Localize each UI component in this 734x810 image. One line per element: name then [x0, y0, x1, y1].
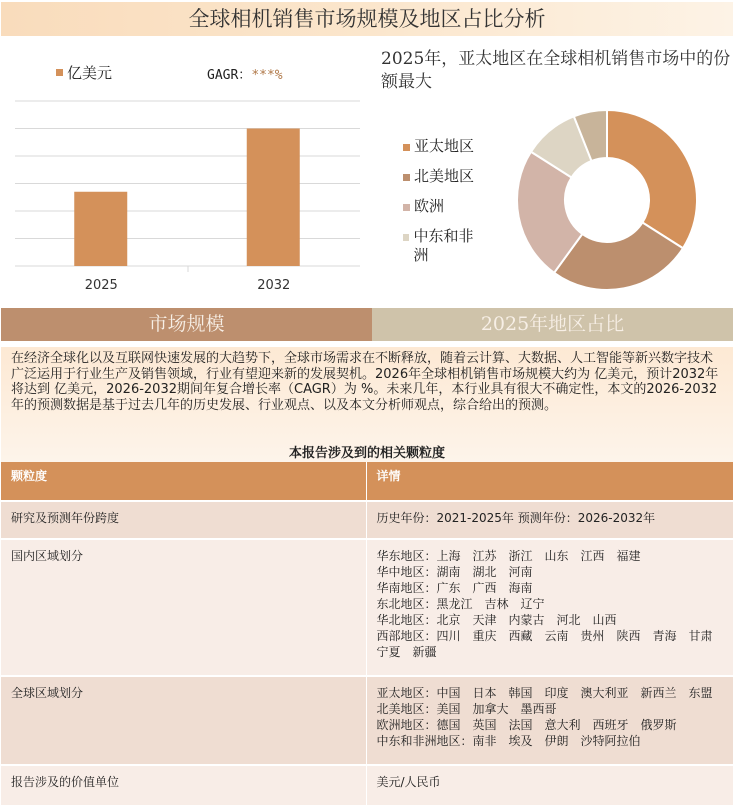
legend-swatch [403, 174, 410, 181]
detail-line: 亚太地区：中国 日本 韩国 印度 澳大利亚 新西兰 东盟 [376, 686, 713, 700]
cagr-label: GAGR： [207, 68, 252, 83]
pie-title: 2025年，亚太地区在全球相机销售市场中的份额最大 [381, 49, 731, 92]
bar-legend [56, 62, 112, 83]
column-header: 详情 [366, 462, 733, 501]
pie-legend-item [403, 137, 483, 156]
detail-line: 华北地区：北京 天津 内蒙古 河北 山西 [376, 613, 617, 627]
pie-legend-item [403, 227, 483, 265]
detail-line: 美元/人民币 [376, 775, 441, 789]
detail-line: 东北地区：黑龙江 吉林 辽宁 [376, 597, 545, 611]
cagr-text [207, 64, 283, 83]
x-tick-label: 2032 [257, 278, 291, 293]
detail-line: 华东地区：上海 江苏 浙江 山东 江西 福建 [376, 549, 641, 563]
row-detail [366, 539, 733, 676]
x-tick-label: 2025 [84, 278, 118, 293]
detail-line: 中东和非洲地区：南非 埃及 伊朗 沙特阿拉伯 [376, 734, 641, 748]
detail-line: 北美地区：美国 加拿大 墨西哥 [376, 702, 557, 716]
legend-swatch [56, 69, 63, 76]
pie-legend-item [403, 197, 483, 216]
table-row [1, 765, 733, 805]
legend-label: 中东和非洲 [413, 227, 474, 264]
granularity-table [1, 462, 733, 805]
row-detail [366, 765, 733, 805]
tab-region-share[interactable]: 2025年地区占比 [372, 308, 733, 341]
row-detail [366, 676, 733, 765]
column-header: 颗粒度 [1, 462, 366, 501]
row-label: 全球区域划分 [1, 676, 366, 765]
row-label: 国内区域划分 [1, 539, 366, 676]
cagr-value: ***% [251, 68, 283, 83]
table-row [1, 539, 733, 676]
detail-line: 华南地区：广东 广西 海南 [376, 581, 533, 595]
tab-bar [1, 308, 733, 341]
bar-2032 [247, 129, 300, 267]
description: 在经济全球化以及互联网快速发展的大趋势下，全球市场需求在不断释放，随着云计算、大数据、人工智能等新兴数字技术广泛运用于行业生产及销售领域，行业有望迎来新的发展契机。2026年全球相机销售市场规模大约为 亿美元，预计2032年将达到 亿美元，2026-2032期间年复合增长率（CAGR）为 %。未来几年，本行业具有很大不确定性，本文的2026-2032年的预测数据是基于过去几年的历史发展、行业观点、以及本文分析师观点，综合给出的预测。 [1, 347, 733, 462]
tab-market-size[interactable]: 市场规模 [1, 308, 372, 341]
legend-label: 亚太地区 [414, 137, 475, 155]
detail-line: 华中地区：湖南 湖北 河南 [376, 565, 533, 579]
legend-label: 北美地区 [414, 167, 475, 185]
legend-label: 亿美元 [67, 64, 113, 82]
detail-line: 宁夏 新疆 [376, 645, 437, 659]
page-title: 全球相机销售市场规模及地区占比分析 [1, 2, 733, 36]
row-label: 研究及预测年份跨度 [1, 501, 366, 539]
pie-legend-item [403, 167, 483, 186]
table-row [1, 676, 733, 765]
legend-swatch [403, 204, 410, 211]
legend-swatch [403, 234, 409, 241]
pie-legend [403, 137, 483, 276]
detail-line: 西部地区：四川 重庆 西藏 云南 贵州 陕西 青海 甘肃 [376, 629, 713, 643]
detail-line: 欧洲地区：德国 英国 法国 意大利 西班牙 俄罗斯 [376, 718, 677, 732]
donut-chart [500, 100, 710, 300]
table-title: 本报告涉及到的相关颗粒度 [288, 446, 445, 461]
table-row [1, 501, 733, 539]
bar-2025 [74, 192, 127, 266]
legend-swatch [403, 144, 410, 151]
legend-label: 欧洲 [414, 197, 445, 215]
row-detail [366, 501, 733, 539]
row-label: 报告涉及的价值单位 [1, 765, 366, 805]
detail-line: 历史年份：2021-2025年 预测年份：2026-2032年 [376, 511, 656, 525]
